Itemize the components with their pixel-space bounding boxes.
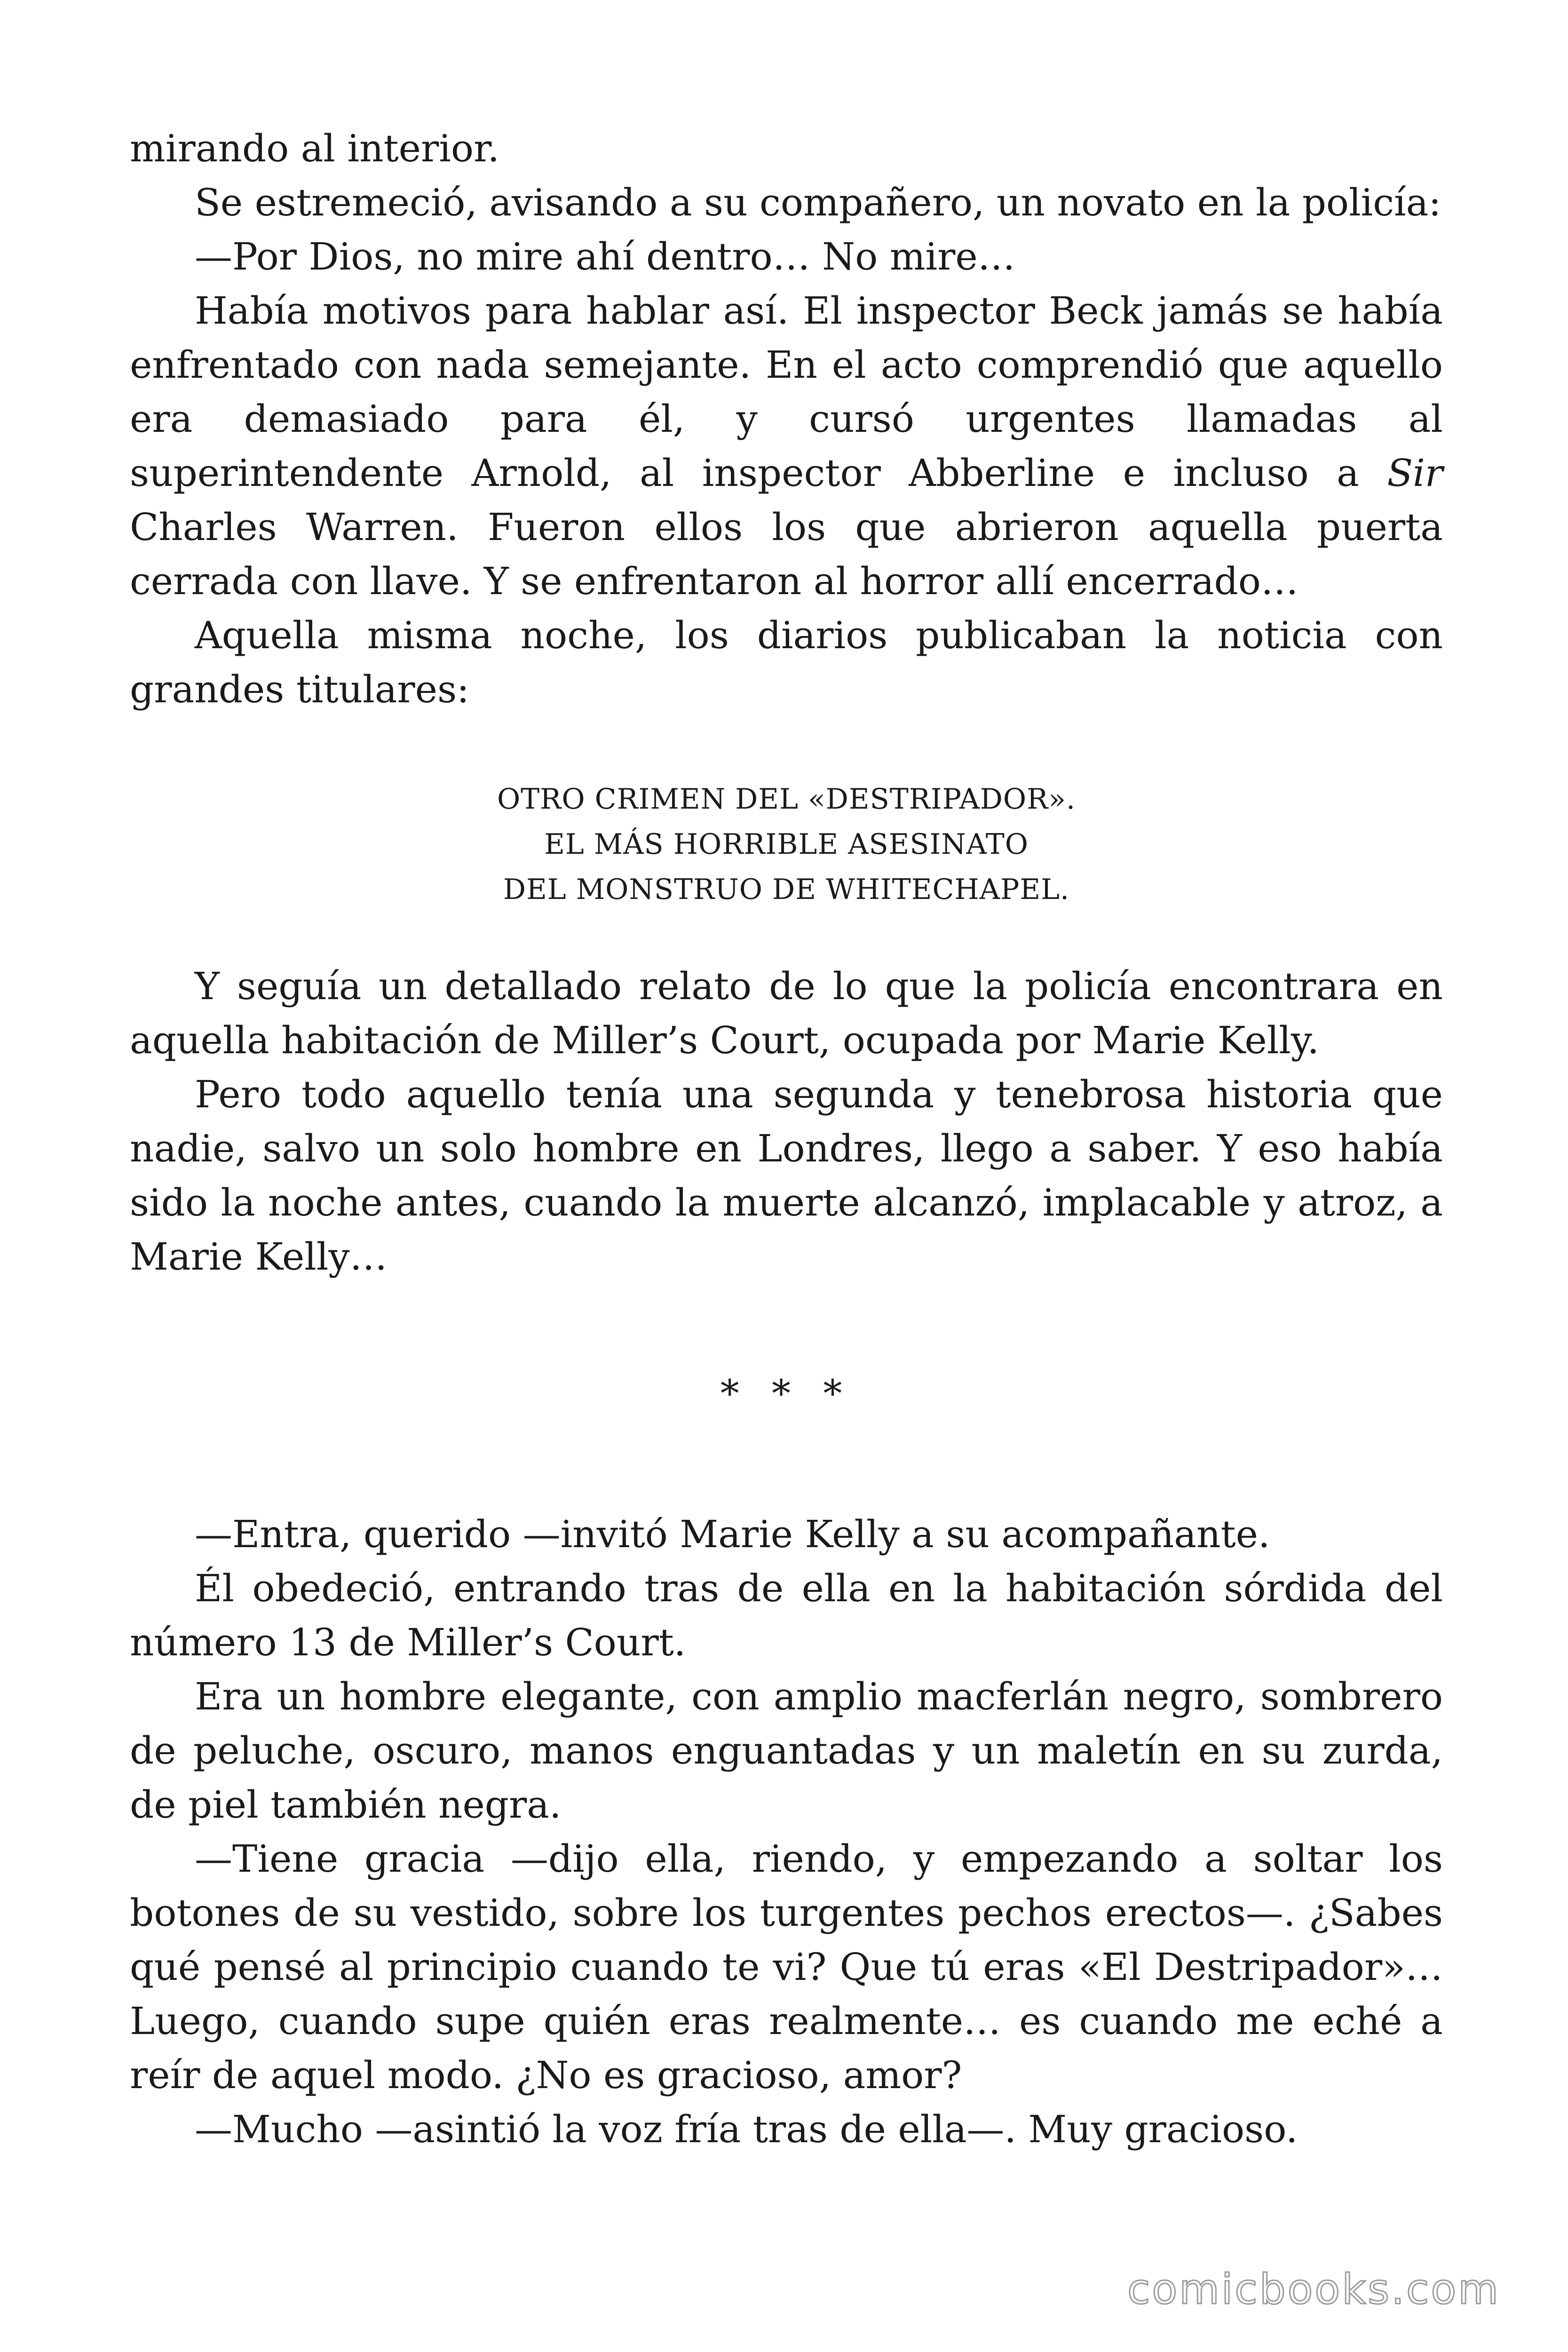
paragraph-2: Se estremeció, avisando a su compañero, un novato en la policía: bbox=[195, 181, 1441, 224]
paragraph-3: —Por Dios, no mire ahí dentro… No mire… bbox=[195, 235, 1015, 278]
paragraph-10: Era un hombre elegante, con amplio macferlán negro, sombrero de peluche, oscuro, manos enguantadas y un maletín en su zurda, de piel también negra. bbox=[130, 1675, 1443, 1827]
paragraph-7: Pero todo aquello tenía una segunda y tenebrosa historia que nadie, salvo un solo hombre en Londres, llego a saber. Y eso había sido la noche antes, cuando la muerte alcanzó, implacable y atroz, a Marie Kelly… bbox=[130, 1073, 1443, 1279]
paragraph-9: Él obedeció, entrando tras de ella en la habitación sórdida del número 13 de Miller’s Court. bbox=[130, 1566, 1443, 1664]
headline-line-2: EL MÁS HORRIBLE ASESINATO bbox=[544, 828, 1029, 861]
newspaper-headline bbox=[130, 777, 1443, 912]
paragraph-4-text-after: Charles Warren. Fueron ellos los que abrieron aquella puerta cerrada con llave. Y se enfrentaron al horror allí encerrado… bbox=[130, 505, 1443, 603]
headline-line-3: DEL MONSTRUO DE WHITECHAPEL. bbox=[503, 873, 1070, 906]
paragraph-8: —Entra, querido —invitó Marie Kelly a su acompañante. bbox=[195, 1512, 1270, 1556]
paragraph-4-text-before: Había motivos para hablar así. El inspector Beck jamás se había enfrentado con nada semejante. En el acto comprendió que aquello era demasiado para él, y cursó urgentes llamadas al superintendente Arnold, al inspector Abberline e incluso a bbox=[130, 289, 1443, 495]
watermark: comicbooks.com bbox=[1127, 2265, 1500, 2313]
book-page bbox=[130, 121, 1443, 2156]
sir-italic: Sir bbox=[1387, 451, 1443, 495]
paragraph-6: Y seguía un detallado relato de lo que la policía encontrara en aquella habitación de Miller’s Court, ocupada por Marie Kelly. bbox=[130, 964, 1443, 1062]
paragraph-1: mirando al interior. bbox=[130, 127, 499, 170]
headline-line-1: OTRO CRIMEN DEL «DESTRIPADOR». bbox=[497, 783, 1076, 816]
paragraph-12: —Mucho —asintió la voz fría tras de ella—. Muy gracioso. bbox=[195, 2107, 1298, 2151]
paragraph-4 bbox=[130, 284, 1443, 608]
section-separator: * * * bbox=[720, 1372, 853, 1415]
paragraph-11: —Tiene gracia —dijo ella, riendo, y empezando a soltar los botones de su vestido, sobre los turgentes pechos erectos—. ¿Sabes qué pensé al principio cuando te vi? Que tú eras «El Destripador»… Luego, cuando supe quién eras realmente… es cuando me eché a reír de aquel modo. ¿No es gracioso, amor? bbox=[130, 1837, 1443, 2097]
paragraph-5: Aquella misma noche, los diarios publicaban la noticia con grandes titulares: bbox=[130, 613, 1443, 711]
